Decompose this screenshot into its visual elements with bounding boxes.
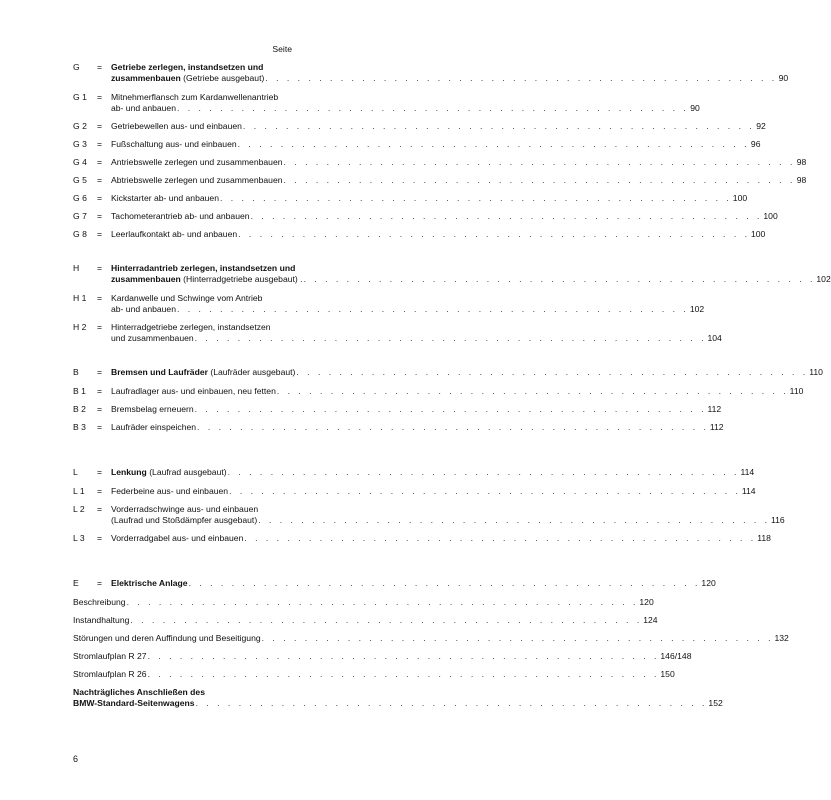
toc-item bbox=[73, 404, 722, 415]
entry-equals: = bbox=[97, 121, 103, 131]
toc-line bbox=[111, 515, 785, 526]
toc-line-text: Bremsen und Laufräder (Laufräder ausgebaut) bbox=[111, 367, 296, 377]
toc-line-text: (Laufrad und Stoßdämpfer ausgebaut) bbox=[111, 515, 258, 525]
toc-page-ref: 102 bbox=[816, 274, 831, 284]
toc-line-text: Federbeine aus- und einbauen bbox=[111, 486, 229, 496]
entry-code: G 6 bbox=[73, 193, 87, 203]
bold-title: Hinterradantrieb zerlegen, instandsetzen und bbox=[111, 263, 296, 273]
toc-item-text bbox=[111, 486, 756, 497]
leader-dots: . . . . . . . . . . . . . . . . . . . . . . . . . . . . . . . . . . . . . . . . . . . . . . . . bbox=[242, 121, 755, 131]
entry-equals: = bbox=[97, 422, 103, 432]
toc-item-text bbox=[111, 386, 803, 397]
toc-line-text bbox=[73, 698, 195, 709]
leader-dots: . . . . . . . . . . . . . . . . . . . . . . . . . . . . . . . . . . . . . . . . . . . . . . . . bbox=[177, 304, 689, 314]
toc-line bbox=[111, 274, 831, 285]
toc-line-text: Kardanwelle und Schwinge vom Antrieb bbox=[111, 293, 263, 303]
toc-item bbox=[73, 651, 692, 662]
toc-page-ref: 132 bbox=[774, 633, 789, 643]
entry-code: B 3 bbox=[73, 422, 86, 432]
toc-page-ref: 110 bbox=[789, 386, 804, 396]
toc-line-text: Abtriebswelle zerlegen und zusammenbauen bbox=[111, 175, 283, 185]
section-heading bbox=[73, 578, 716, 589]
toc-item bbox=[73, 486, 756, 497]
section-heading-text bbox=[111, 367, 823, 378]
section-e bbox=[73, 578, 789, 709]
leader-dots: . . . . . . . . . . . . . . . . . . . . . . . . . . . . . . . . . . . . . . . . . . . . . . . . bbox=[296, 367, 809, 377]
toc-line-text bbox=[111, 263, 295, 274]
toc-line bbox=[111, 333, 722, 344]
toc-line-text: Kickstarter ab- und anbauen bbox=[111, 193, 219, 203]
entry-code: B 2 bbox=[73, 404, 86, 414]
leader-dots: . . . . . . . . . . . . . . . . . . . . . . . . . . . . . . . . . . . . . . . . . . . . . . . . bbox=[276, 386, 789, 396]
toc-item-text bbox=[111, 92, 700, 114]
toc-line bbox=[111, 73, 788, 84]
toc-item bbox=[73, 175, 807, 186]
toc-line-text: Stromlaufplan R 27 bbox=[73, 651, 147, 661]
entry-code: G 1 bbox=[73, 92, 87, 102]
bold-title: Nachträgliches Anschließen des bbox=[73, 687, 205, 697]
toc-item bbox=[73, 633, 789, 644]
leader-dots: . . . . . . . . . . . . . . . . . . . . . . . . . . . . . . . . . . . . . . . . . . . . . . . . bbox=[194, 333, 707, 343]
section-l bbox=[73, 467, 785, 544]
bold-title: zusammenbauen bbox=[111, 274, 181, 284]
section-g bbox=[73, 62, 807, 240]
toc-line-text: Instandhaltung bbox=[73, 615, 130, 625]
toc-page-ref: 116 bbox=[771, 515, 785, 525]
entry-code: G 4 bbox=[73, 157, 87, 167]
toc-line-text: Tachometerantrieb ab- und anbauen bbox=[111, 211, 250, 221]
toc-line bbox=[73, 698, 723, 709]
toc-line bbox=[73, 669, 675, 680]
toc-page-ref: 118 bbox=[757, 533, 771, 543]
toc-line-text: Antriebswelle zerlegen und zusammenbauen bbox=[111, 157, 283, 167]
entry-code: L 2 bbox=[73, 504, 85, 514]
leader-dots: . . . . . . . . . . . . . . . . . . . . . . . . . . . . . . . . . . . . . . . . . . . . . . . . bbox=[219, 193, 732, 203]
toc-item-text bbox=[111, 322, 722, 344]
toc-line bbox=[73, 597, 654, 608]
toc-page-ref: 150 bbox=[660, 669, 675, 679]
toc-item-text bbox=[111, 293, 704, 315]
entry-equals: = bbox=[97, 293, 103, 303]
toc-item bbox=[73, 293, 705, 315]
section-heading bbox=[73, 263, 831, 285]
toc-item bbox=[73, 533, 771, 544]
toc-line bbox=[111, 103, 700, 114]
seite-header: Seite bbox=[272, 44, 292, 54]
leader-dots: . . . . . . . . . . . . . . . . . . . . . . . . . . . . . . . . . . . . . . . . . . . . . . . . bbox=[283, 157, 796, 167]
toc-line bbox=[111, 92, 700, 103]
toc-page-ref: 152 bbox=[708, 698, 723, 708]
leader-dots: . . . . . . . . . . . . . . . . . . . . . . . . . . . . . . . . . . . . . . . . . . . . . . . . bbox=[258, 515, 771, 525]
toc-line-text: zusammenbauen (Hinterradgetriebe ausgebaut) . bbox=[111, 274, 303, 284]
toc-item bbox=[73, 139, 761, 150]
bold-title: BMW-Standard-Seitenwagens bbox=[73, 698, 195, 708]
toc-item-text bbox=[111, 193, 747, 204]
toc-line bbox=[111, 62, 788, 73]
toc-item bbox=[73, 229, 766, 240]
toc-line bbox=[111, 175, 806, 186]
toc-page-ref: 92 bbox=[756, 121, 766, 131]
toc-page-ref: 104 bbox=[707, 333, 722, 343]
bold-title: zusammenbauen bbox=[111, 73, 181, 83]
toc-page-ref: 102 bbox=[689, 304, 705, 314]
leader-dots: . . . . . . . . . . . . . . . . . . . . . . . . . . . . . . . . . . . . . . . . . . . . . . . . bbox=[265, 73, 778, 83]
section-heading bbox=[73, 467, 755, 478]
bold-title: Bremsen und Laufräder bbox=[111, 367, 208, 377]
toc-line bbox=[111, 504, 785, 515]
toc-item-text bbox=[111, 229, 765, 240]
entry-equals: = bbox=[97, 504, 103, 514]
toc-item-text bbox=[111, 175, 806, 186]
toc-page-ref: 112 bbox=[707, 404, 722, 414]
toc-line-text: Laufräder einspeichen bbox=[111, 422, 197, 432]
toc-item-text bbox=[111, 533, 771, 544]
bold-title: Lenkung bbox=[111, 467, 147, 477]
toc-page-ref: 100 bbox=[750, 229, 766, 239]
toc-line-text bbox=[111, 62, 263, 73]
entry-equals: = bbox=[97, 193, 103, 203]
toc-item-text bbox=[73, 651, 691, 662]
toc-page-ref: 100 bbox=[763, 211, 778, 221]
toc-line bbox=[111, 293, 704, 304]
entry-code: L 3 bbox=[73, 533, 85, 543]
toc-line-text: Störungen und deren Auffindung und Beseitigung bbox=[73, 633, 261, 643]
toc-line bbox=[73, 651, 691, 662]
toc-line bbox=[111, 157, 806, 168]
entry-equals: = bbox=[97, 175, 103, 185]
entry-equals: = bbox=[97, 211, 103, 221]
entry-equals: = bbox=[97, 157, 103, 167]
toc-page-ref: 90 bbox=[690, 103, 700, 113]
toc-line bbox=[111, 422, 724, 433]
leader-dots: . . . . . . . . . . . . . . . . . . . . . . . . . . . . . . . . . . . . . . . . . . . . . . . . bbox=[227, 467, 740, 477]
toc-line bbox=[111, 121, 766, 132]
entry-equals: = bbox=[97, 533, 103, 543]
toc-line-text: Laufradlager aus- und einbauen, neu fetten bbox=[111, 386, 276, 396]
toc-item bbox=[73, 322, 722, 344]
toc-item bbox=[73, 121, 766, 132]
toc-line bbox=[73, 615, 658, 626]
entry-equals: = bbox=[97, 139, 103, 149]
entry-code: G 5 bbox=[73, 175, 87, 185]
toc-item bbox=[73, 504, 785, 526]
toc-line bbox=[111, 578, 716, 589]
leader-dots: . . . . . . . . . . . . . . . . . . . . . . . . . . . . . . . . . . . . . . . . . . . . . . . . bbox=[177, 103, 689, 113]
leader-dots: . . . . . . . . . . . . . . . . . . . . . . . . . . . . . . . . . . . . . . . . . . . . . . . . bbox=[130, 615, 643, 625]
leader-dots: . . . . . . . . . . . . . . . . . . . . . . . . . . . . . . . . . . . . . . . . . . . . . . . . bbox=[147, 669, 660, 679]
toc-line bbox=[111, 467, 754, 478]
toc-line bbox=[111, 304, 704, 315]
toc-line-text: Fußschaltung aus- und einbauen bbox=[111, 139, 237, 149]
toc-line bbox=[111, 229, 765, 240]
entry-equals: = bbox=[97, 263, 103, 273]
toc-line-text: Beschreibung bbox=[73, 597, 126, 607]
entry-equals: = bbox=[97, 367, 103, 377]
toc-line bbox=[111, 211, 778, 222]
toc-item-text bbox=[111, 422, 724, 433]
toc-item-text bbox=[73, 615, 658, 626]
toc-page-ref: 146/148 bbox=[660, 651, 692, 661]
entry-code: G 8 bbox=[73, 229, 87, 239]
section-heading bbox=[73, 367, 823, 378]
toc-item bbox=[73, 597, 654, 608]
toc-line-text: Vorderradschwinge aus- und einbauen bbox=[111, 504, 259, 514]
toc-line bbox=[111, 139, 760, 150]
toc-page-ref: 120 bbox=[701, 578, 716, 588]
toc-item bbox=[73, 615, 658, 626]
section-heading-text bbox=[111, 263, 831, 285]
toc-item bbox=[73, 157, 807, 168]
toc-item-text bbox=[111, 121, 766, 132]
entry-equals: = bbox=[97, 467, 103, 477]
toc-page-ref: 124 bbox=[643, 615, 658, 625]
bold-title: Getriebe zerlegen, instandsetzen und bbox=[111, 62, 264, 72]
toc-page-ref: 90 bbox=[778, 73, 789, 83]
page-number: 6 bbox=[73, 754, 79, 764]
leader-dots: . . . . . . . . . . . . . . . . . . . . . . . . . . . . . . . . . . . . . . . . . . . . . . . . bbox=[250, 211, 763, 221]
toc-item bbox=[73, 211, 778, 222]
toc-line-text: und zusammenbauen bbox=[111, 333, 194, 343]
entry-code: L bbox=[73, 467, 78, 477]
leader-dots: . . . . . . . . . . . . . . . . . . . . . . . . . . . . . . . . . . . . . . . . . . . . . . . . bbox=[188, 578, 701, 588]
toc-line-text: Lenkung (Laufrad ausgebaut) bbox=[111, 467, 227, 477]
toc-page-ref: 114 bbox=[740, 467, 755, 477]
leader-dots: . . . . . . . . . . . . . . . . . . . . . . . . . . . . . . . . . . . . . . . . . . . . . . . . bbox=[126, 597, 639, 607]
toc-line-text bbox=[73, 687, 205, 698]
toc-line-text: Hinterradgetriebe zerlegen, instandsetzen bbox=[111, 322, 271, 332]
toc-line-text: ab- und anbauen bbox=[111, 304, 176, 314]
toc-item bbox=[73, 92, 700, 114]
toc-page-ref: 120 bbox=[639, 597, 654, 607]
section-heading bbox=[73, 62, 789, 84]
toc-item-text bbox=[73, 669, 675, 680]
toc-item-text bbox=[73, 633, 789, 644]
toc-line bbox=[111, 322, 722, 333]
entry-code: G 7 bbox=[73, 211, 87, 221]
toc-line-text: ab- und anbauen bbox=[111, 103, 176, 113]
toc-line bbox=[111, 193, 747, 204]
entry-code: L 1 bbox=[73, 486, 85, 496]
toc-line-text: Leerlaufkontakt ab- und anbauen bbox=[111, 229, 238, 239]
entry-equals: = bbox=[97, 486, 103, 496]
toc-line bbox=[73, 687, 723, 698]
toc-item-text bbox=[73, 597, 654, 608]
toc-page-ref: 112 bbox=[709, 422, 724, 432]
toc-item bbox=[73, 687, 723, 709]
entry-code: H 1 bbox=[73, 293, 87, 303]
entry-equals: = bbox=[97, 62, 103, 72]
leader-dots: . . . . . . . . . . . . . . . . . . . . . . . . . . . . . . . . . . . . . . . . . . . . . . . . bbox=[261, 633, 774, 643]
entry-equals: = bbox=[97, 229, 103, 239]
bold-title: Elektrische Anlage bbox=[111, 578, 188, 588]
leader-dots: . . . . . . . . . . . . . . . . . . . . . . . . . . . . . . . . . . . . . . . . . . . . . . . . bbox=[197, 422, 709, 432]
leader-dots: . . . . . . . . . . . . . . . . . . . . . . . . . . . . . . . . . . . . . . . . . . . . . . . . bbox=[229, 486, 741, 496]
leader-dots: . . . . . . . . . . . . . . . . . . . . . . . . . . . . . . . . . . . . . . . . . . . . . . . . bbox=[238, 229, 750, 239]
toc-item-text bbox=[73, 687, 723, 709]
entry-equals: = bbox=[97, 404, 103, 414]
toc-line-text: Stromlaufplan R 26 bbox=[73, 669, 147, 679]
toc-line-text bbox=[111, 578, 188, 589]
section-heading-text bbox=[111, 62, 788, 84]
entry-code: H bbox=[73, 263, 80, 273]
entry-code: B 1 bbox=[73, 386, 86, 396]
toc-item-text bbox=[111, 157, 806, 168]
leader-dots: . . . . . . . . . . . . . . . . . . . . . . . . . . . . . . . . . . . . . . . . . . . . . . . . bbox=[237, 139, 750, 149]
table-of-contents bbox=[73, 62, 831, 709]
toc-line-text: Getriebewellen aus- und einbauen bbox=[111, 121, 242, 131]
toc-line-text: zusammenbauen (Getriebe ausgebaut) bbox=[111, 73, 265, 83]
toc-page-ref: 114 bbox=[741, 486, 756, 496]
leader-dots: . . . . . . . . . . . . . . . . . . . . . . . . . . . . . . . . . . . . . . . . . . . . . . . . bbox=[303, 274, 816, 284]
toc-line-text: Mitnehmerflansch zum Kardanwellenantrieb bbox=[111, 92, 279, 102]
toc-line bbox=[111, 486, 756, 497]
entry-code: G 3 bbox=[73, 139, 87, 149]
toc-item-text bbox=[111, 404, 721, 415]
toc-item bbox=[73, 422, 724, 433]
toc-line bbox=[111, 263, 831, 274]
section-h bbox=[73, 263, 831, 344]
entry-equals: = bbox=[97, 322, 103, 332]
toc-item bbox=[73, 669, 675, 680]
toc-line bbox=[111, 367, 823, 378]
toc-line bbox=[111, 533, 771, 544]
leader-dots: . . . . . . . . . . . . . . . . . . . . . . . . . . . . . . . . . . . . . . . . . . . . . . . . bbox=[244, 533, 757, 543]
toc-line-text: Bremsbelag erneuern bbox=[111, 404, 194, 414]
entry-equals: = bbox=[97, 386, 103, 396]
toc-page-ref: 110 bbox=[809, 367, 823, 377]
entry-equals: = bbox=[97, 92, 103, 102]
leader-dots: . . . . . . . . . . . . . . . . . . . . . . . . . . . . . . . . . . . . . . . . . . . . . . . . bbox=[147, 651, 660, 661]
section-heading-text bbox=[111, 467, 754, 478]
entry-code: G 2 bbox=[73, 121, 87, 131]
section-heading-text bbox=[111, 578, 716, 589]
entry-code: H 2 bbox=[73, 322, 87, 332]
toc-item bbox=[73, 193, 748, 204]
toc-line-text: Vorderradgabel aus- und einbauen bbox=[111, 533, 244, 543]
toc-line bbox=[111, 404, 721, 415]
entry-code: E bbox=[73, 578, 79, 588]
entry-code: G bbox=[73, 62, 80, 72]
leader-dots: . . . . . . . . . . . . . . . . . . . . . . . . . . . . . . . . . . . . . . . . . . . . . . . . bbox=[195, 698, 708, 708]
entry-code: B bbox=[73, 367, 79, 377]
toc-item-text bbox=[111, 504, 785, 526]
leader-dots: . . . . . . . . . . . . . . . . . . . . . . . . . . . . . . . . . . . . . . . . . . . . . . . . bbox=[283, 175, 796, 185]
toc-page-ref: 98 bbox=[796, 175, 807, 185]
toc-line bbox=[111, 386, 803, 397]
section-b bbox=[73, 367, 823, 433]
toc-page-ref: 96 bbox=[750, 139, 761, 149]
toc-page-ref: 98 bbox=[796, 157, 807, 167]
entry-equals: = bbox=[97, 578, 103, 588]
toc-item-text bbox=[111, 139, 760, 150]
leader-dots: . . . . . . . . . . . . . . . . . . . . . . . . . . . . . . . . . . . . . . . . . . . . . . . . bbox=[194, 404, 707, 414]
toc-page-ref: 100 bbox=[732, 193, 748, 203]
toc-line bbox=[73, 633, 789, 644]
toc-item-text bbox=[111, 211, 778, 222]
toc-item bbox=[73, 386, 804, 397]
